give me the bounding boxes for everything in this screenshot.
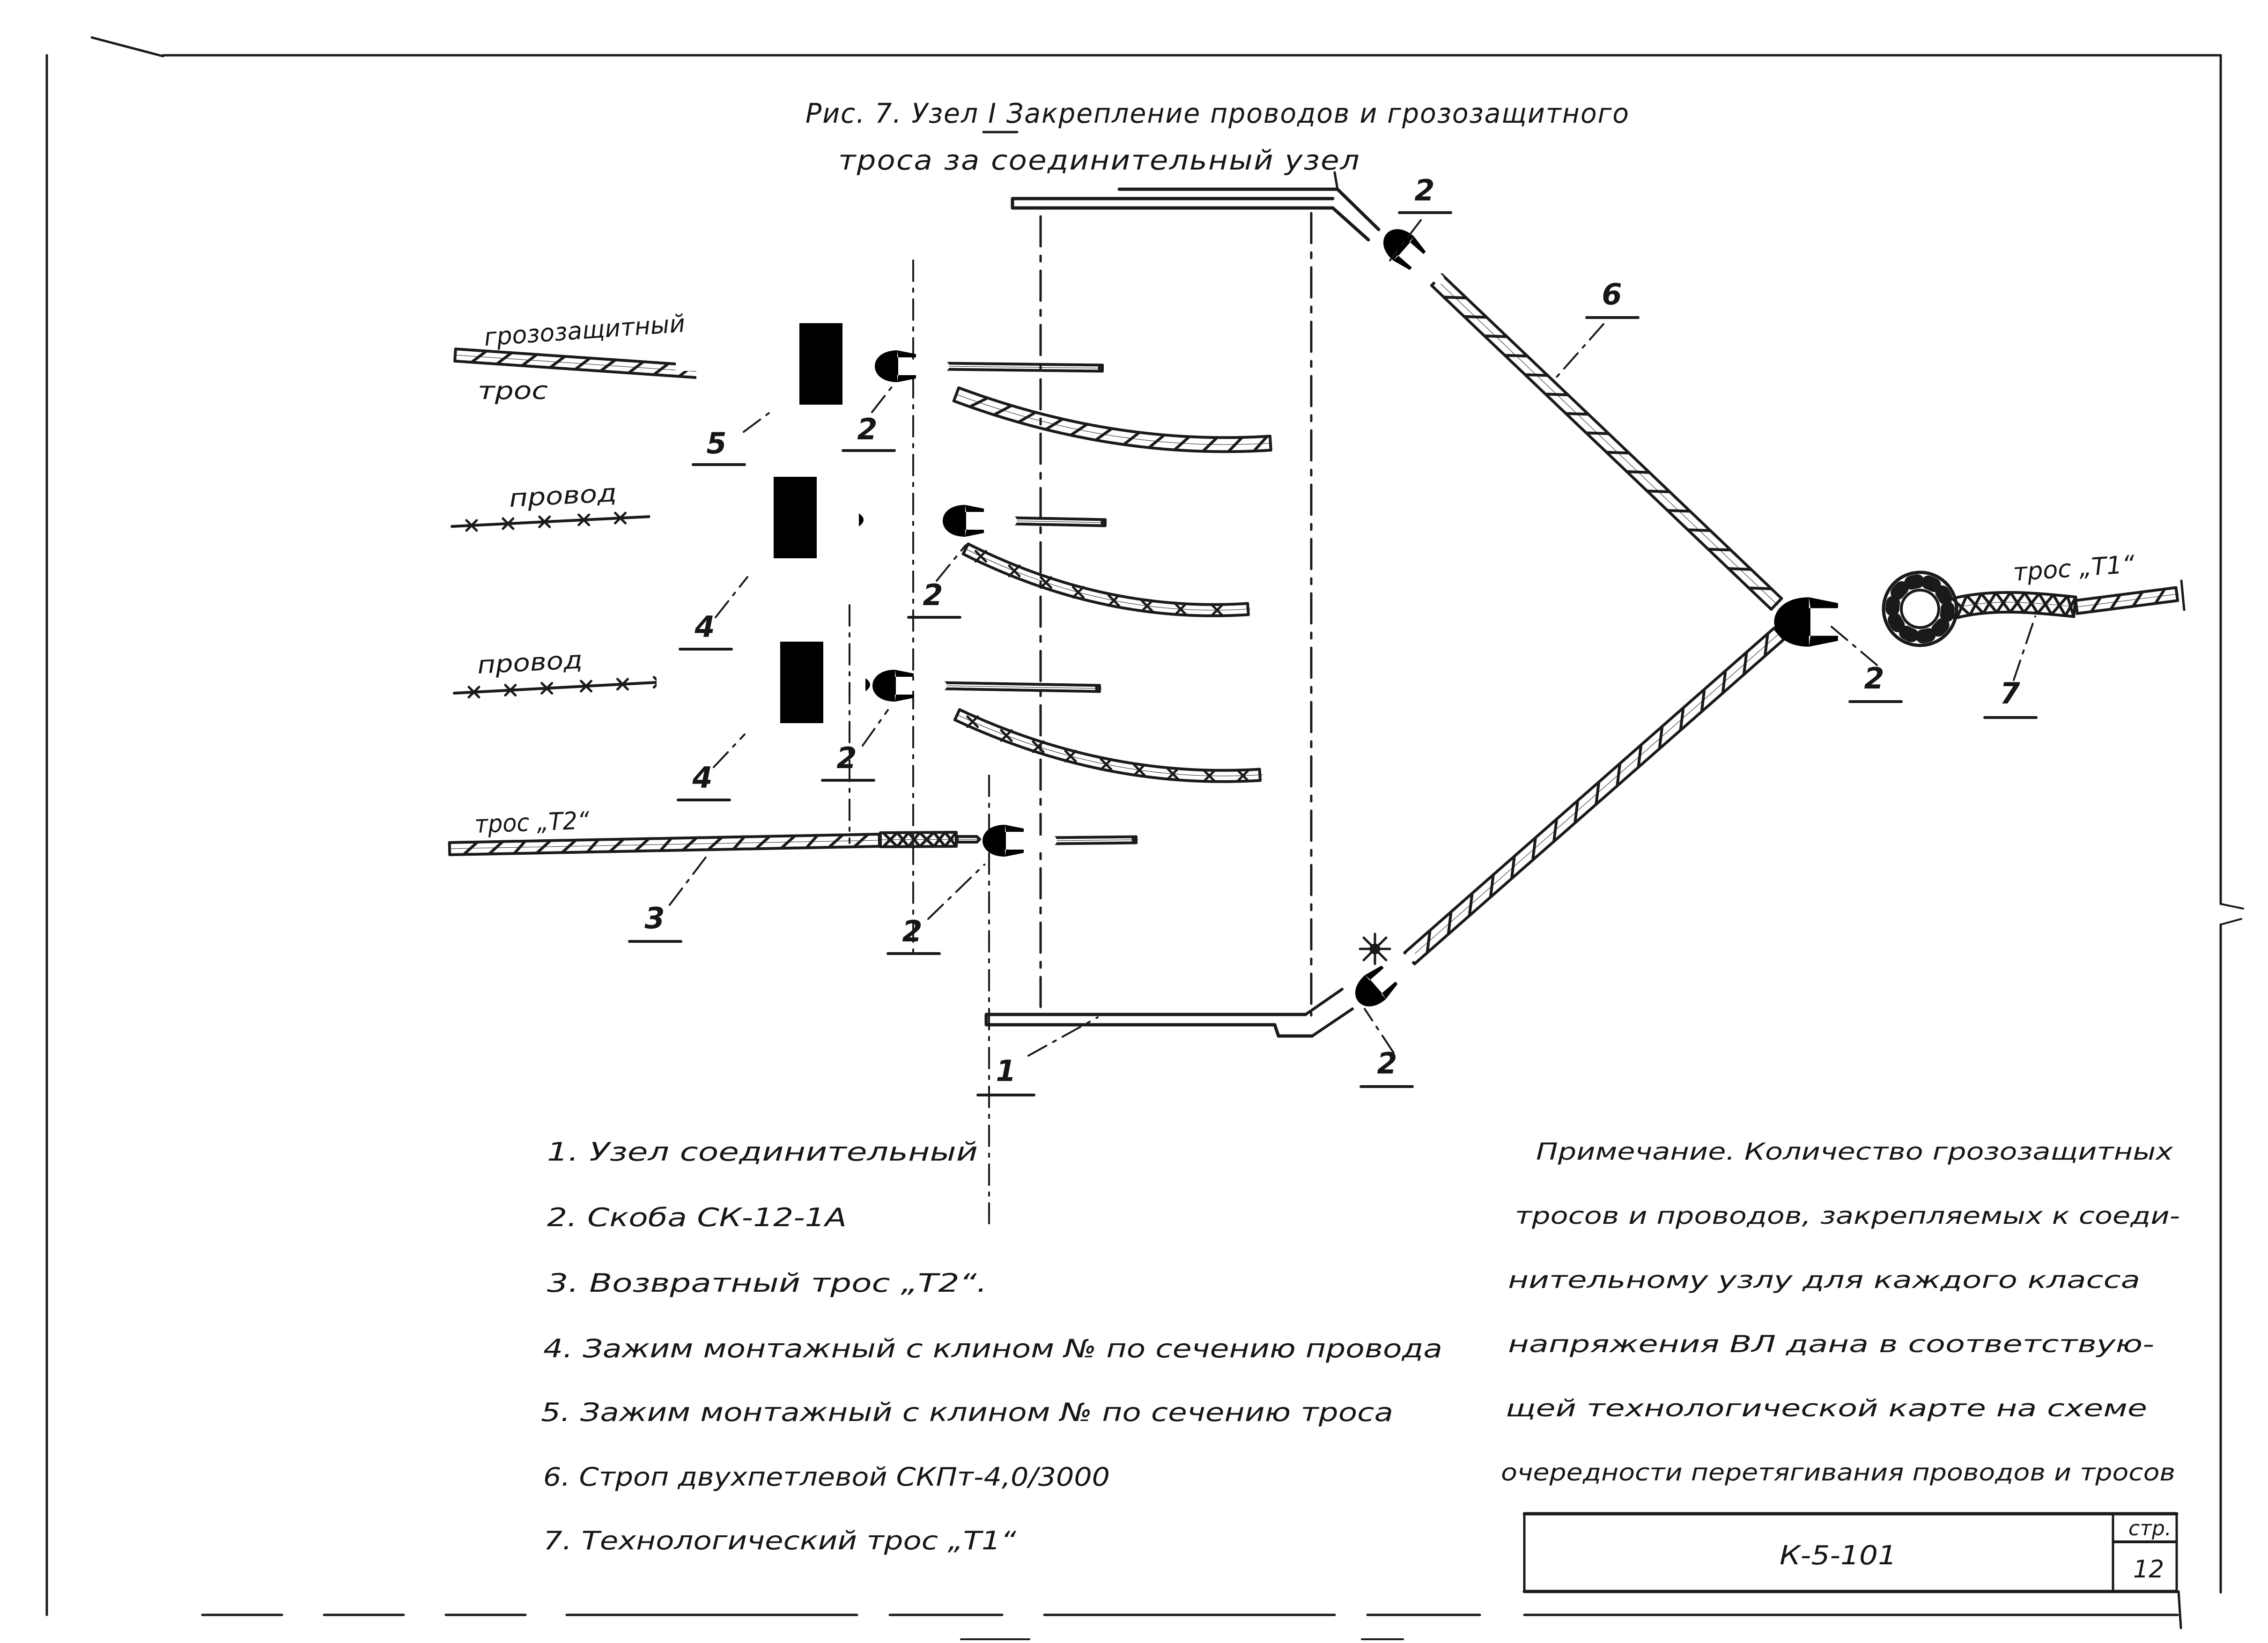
callout-2-bottom [1361,1009,1412,1087]
legend-item-2: 2. Скоба СК-12-1А [547,1203,847,1232]
svg-text:4: 4 [694,610,715,644]
svg-text:3: 3 [644,901,665,935]
svg-text:5: 5 [706,426,727,460]
label-rope-t2: трос „Т2“ [474,806,597,839]
page-label: стр. [2128,1517,2172,1540]
svg-text:4: 4 [692,761,713,795]
shackle-row2 [943,505,1017,537]
wedge-clamp-row2 [650,423,864,574]
shackle-box-top [1376,222,1453,294]
callout-2-row3 [822,710,888,780]
thimble-eye [1884,572,1957,645]
shackle-box-bottom [1348,941,1425,1014]
cable-wire-row2 [452,511,678,531]
label-rope-t1: трос „Т1“ [2012,550,2135,587]
label-lightning-cable-1: грозозащитный [483,309,687,352]
callout-1 [978,1017,1098,1095]
svg-text:2: 2 [1414,173,1435,207]
wedge-clamp-row1 [676,270,889,421]
callout-6 [1553,277,1638,381]
title-block [1524,1514,2177,1591]
legend-list [541,1137,1442,1555]
label-wire-row3: провод [476,646,570,680]
shackle-row4 [983,825,1057,857]
figure-title-line1: Рис. 7. Узел I Закрепление проводов и грозозащитного [805,97,1630,129]
label-lightning-cable-2: трос [478,377,548,405]
shackle-row1 [875,350,949,382]
callout-2-row1 [843,386,894,451]
svg-text:2: 2 [1864,661,1884,696]
legend-item-4: 4. Зажим монтажный с клином № по сечению провода [543,1334,1442,1363]
cable-wire-row3 [454,677,683,697]
note-line-1: Примечание. Количество грозозащитных [1536,1138,2173,1165]
callout-2-apex [1829,625,1901,702]
callouts [629,173,2036,1095]
cable-lightning-rope [455,349,702,378]
rope-t1 [1950,581,2184,618]
ink-blot-mark [1360,934,1390,964]
svg-text:6: 6 [1602,277,1622,311]
svg-text:2: 2 [902,914,923,948]
legend-item-3: 3. Возвратный трос „Т2“. [547,1268,987,1298]
shackle-row3 [872,670,947,702]
note-line-6: очередности перетягивания проводов и тросов [1501,1459,2175,1486]
page-number: 12 [2133,1555,2165,1584]
wedge-clamp-row3 [657,588,870,739]
shackle-apex [1774,597,1889,646]
inbox-rope-row3 [942,683,1263,782]
note-line-2: тросов и проводов, закрепляемых к соеди- [1515,1202,2180,1229]
callout-4-row3 [678,734,745,800]
svg-text:2: 2 [857,412,878,446]
callout-2-row2 [909,545,966,617]
svg-text:2: 2 [1377,1046,1397,1081]
callout-7 [1985,616,2036,718]
callout-2-row4 [888,865,984,954]
sling-lower [1404,628,1784,964]
legend-item-7: 7. Технологический трос „Т1“ [543,1526,1017,1555]
note-line-4: напряжения ВЛ дана в соответствую- [1508,1331,2154,1358]
document-code: К-5-101 [1780,1540,1897,1571]
svg-text:7: 7 [2000,676,2020,710]
note-paragraph [1501,1138,2180,1486]
note-line-5: щей технологической карте на схеме [1506,1395,2147,1422]
figure-title-line2: троса за соединительный узел [838,144,1360,176]
label-wire-row2: провод [508,480,602,513]
legend-item-1: 1. Узел соединительный [547,1137,978,1167]
inbox-rod-row4 [1052,837,1138,844]
callout-3 [629,854,708,941]
legend-item-6: 6. Строп двухпетлевой СКПт-4,0/3000 [543,1462,1110,1492]
svg-text:2: 2 [836,741,857,775]
figure-title [805,97,1630,176]
inbox-rope-row2 [963,518,1250,616]
sling-upper [1432,274,1781,609]
part-labels [474,310,2136,839]
note-line-3: нительному узлу для каждого класса [1508,1266,2140,1294]
inbox-rope-row1 [945,363,1272,452]
legend-item-5: 5. Зажим монтажный с клином № по сечению троса [541,1398,1393,1427]
svg-text:1: 1 [996,1054,1016,1088]
svg-text:2: 2 [923,578,943,612]
